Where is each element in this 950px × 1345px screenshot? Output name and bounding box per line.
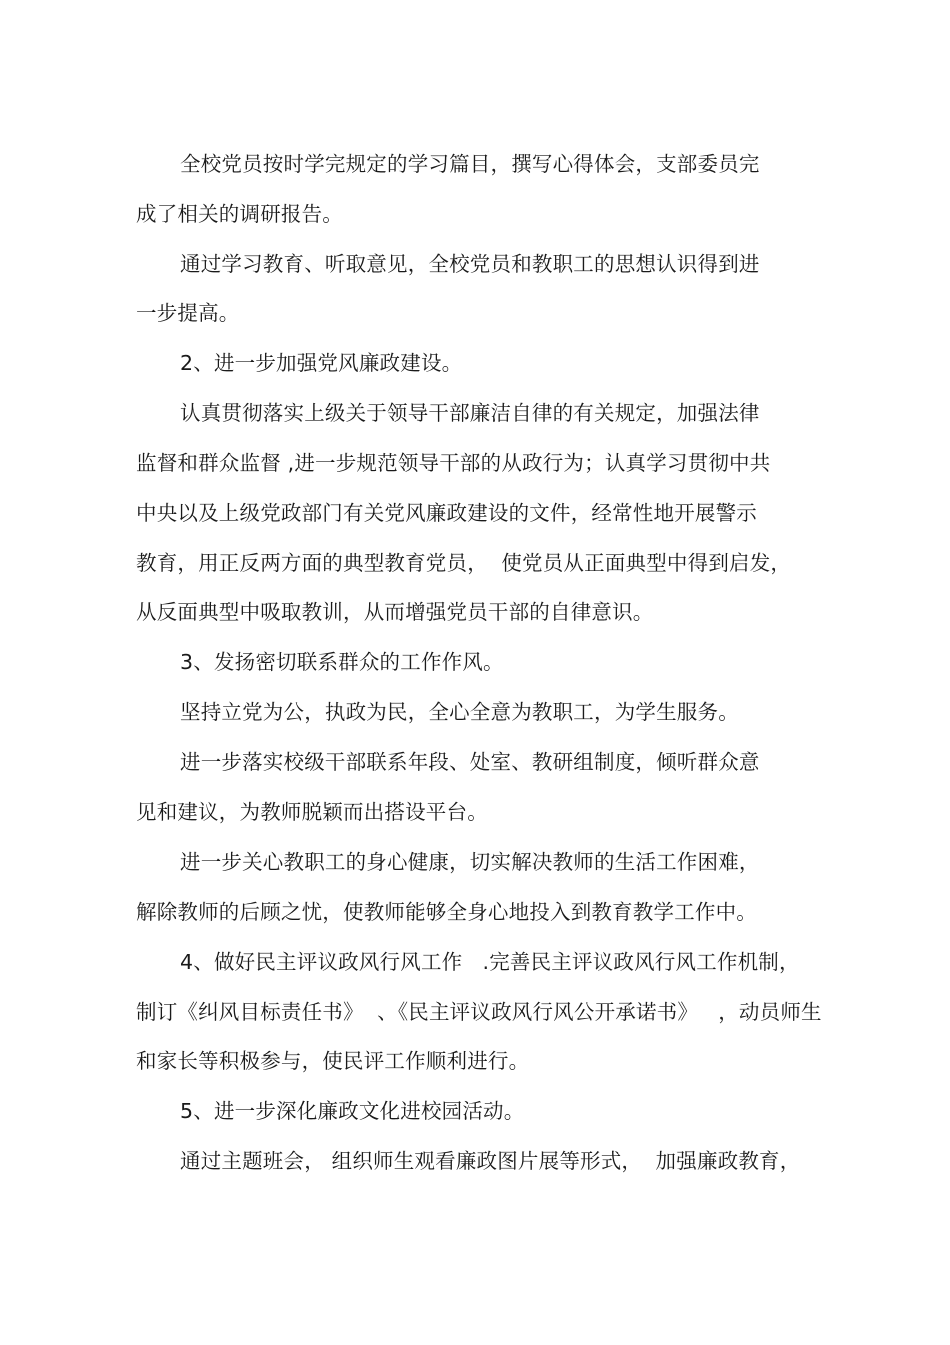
paragraph-line: 全校党员按时学完规定的学习篇目，撰写心得体会，支部委员完 <box>180 152 760 176</box>
paragraph-line: 解除教师的后顾之忧，使教师能够全身心地投入到教育教学工作中。 <box>136 900 757 924</box>
paragraph-line: 认真贯彻落实上级关于领导干部廉洁自律的有关规定，加强法律 <box>180 401 760 425</box>
paragraph-line: 进一步落实校级干部联系年段、处室、教研组制度，倾听群众意 <box>180 750 760 774</box>
section-heading: 4、做好民主评议政风行风工作 .完善民主评议政风行风工作机制， <box>180 950 800 974</box>
paragraph-line: 进一步关心教职工的身心健康，切实解决教师的生活工作困难， <box>180 850 760 874</box>
paragraph-line: 通过主题班会， 组织师生观看廉政图片展等形式， 加强廉政教育， <box>180 1149 801 1173</box>
paragraph-line: 制订《纠风目标责任书》 、《民主评议政风行风公开承诺书》 ，动员师生 <box>136 1000 822 1024</box>
paragraph-line: 教育，用正反两方面的典型教育党员， 使党员从正面典型中得到启发， <box>136 551 792 575</box>
paragraph-line: 坚持立党为公，执政为民，全心全意为教职工，为学生服务。 <box>180 700 739 724</box>
paragraph-line: 监督和群众监督 ,进一步规范领导干部的从政行为；认真学习贯彻中共 <box>136 451 771 475</box>
paragraph-line: 从反面典型中吸取教训，从而增强党员干部的自律意识。 <box>136 600 654 624</box>
section-heading: 5、进一步深化廉政文化进校园活动。 <box>180 1099 525 1123</box>
paragraph-line: 通过学习教育、听取意见，全校党员和教职工的思想认识得到进 <box>180 252 760 276</box>
section-heading: 2、进一步加强党风廉政建设。 <box>180 351 463 375</box>
section-heading: 3、发扬密切联系群众的工作作风。 <box>180 650 504 674</box>
paragraph-line: 见和建议，为教师脱颖而出搭设平台。 <box>136 800 488 824</box>
paragraph-line: 中央以及上级党政部门有关党风廉政建设的文件，经常性地开展警示 <box>136 501 757 525</box>
paragraph-line: 一步提高。 <box>136 301 240 325</box>
paragraph-line: 和家长等积极参与，使民评工作顺利进行。 <box>136 1049 530 1073</box>
paragraph-line: 成了相关的调研报告。 <box>136 202 343 226</box>
